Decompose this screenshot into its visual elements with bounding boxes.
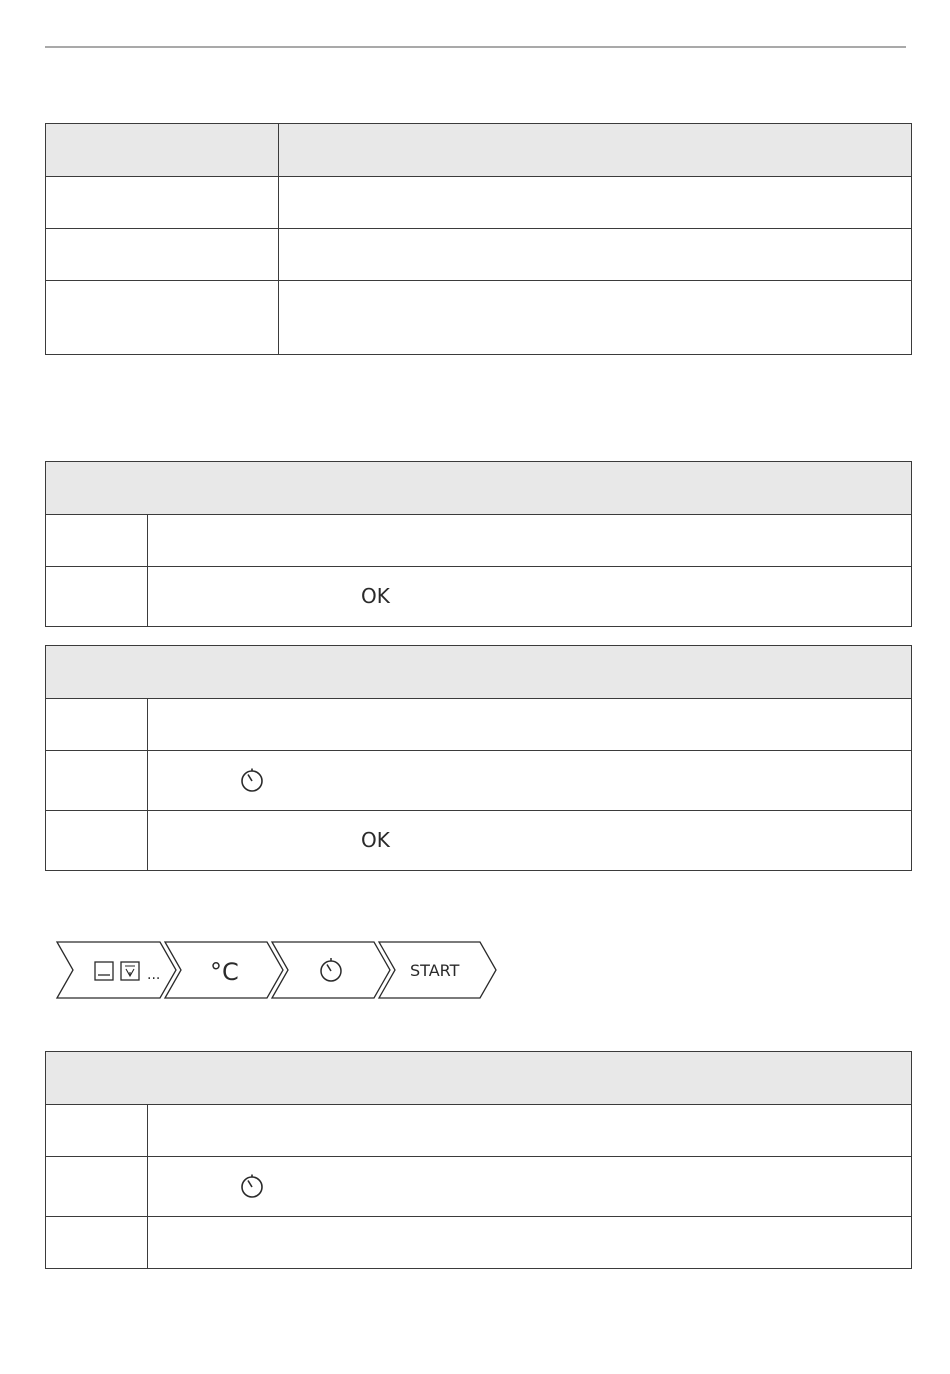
table-row: [46, 228, 911, 280]
table-row: [46, 698, 911, 750]
table-row: [46, 566, 911, 626]
column-divider: [278, 124, 279, 354]
temperature-celsius-icon: °C: [210, 958, 239, 986]
table-header-row: [46, 646, 911, 698]
ok-button-label: OK: [361, 828, 390, 852]
start-label: START: [410, 961, 460, 980]
step-table-3: [45, 1051, 912, 1269]
table-row: [46, 514, 911, 566]
column-divider: [147, 751, 148, 810]
table-row: [46, 1156, 911, 1216]
step-table-2: [45, 645, 912, 871]
table-row: [46, 750, 911, 810]
table-header-row: [46, 462, 911, 514]
column-divider: [147, 1217, 148, 1268]
column-divider: [147, 699, 148, 750]
table-row: [46, 1104, 911, 1156]
column-divider: [147, 515, 148, 566]
table-row: [46, 176, 911, 228]
step-timer: [272, 942, 390, 998]
info-table: [45, 123, 912, 355]
ok-button-label: OK: [361, 584, 390, 608]
step-table-1: [45, 461, 912, 627]
page-top-rule: [45, 46, 906, 48]
timer-icon: [239, 1173, 265, 1199]
column-divider: [147, 1157, 148, 1216]
table-header-row: [46, 1052, 911, 1104]
timer-icon: [239, 767, 265, 793]
table-row: [46, 280, 911, 354]
column-divider: [147, 811, 148, 870]
step-start: [379, 942, 496, 998]
column-divider: [147, 567, 148, 626]
table-row: [46, 1216, 911, 1268]
column-divider: [147, 1105, 148, 1156]
table-header-row: [46, 124, 911, 176]
table-row: [46, 810, 911, 870]
step-temperature: [165, 942, 283, 998]
program-steps-sequence: [55, 940, 500, 1000]
more-functions-ellipsis: ...: [147, 967, 161, 983]
step-heating-function: [57, 942, 176, 998]
